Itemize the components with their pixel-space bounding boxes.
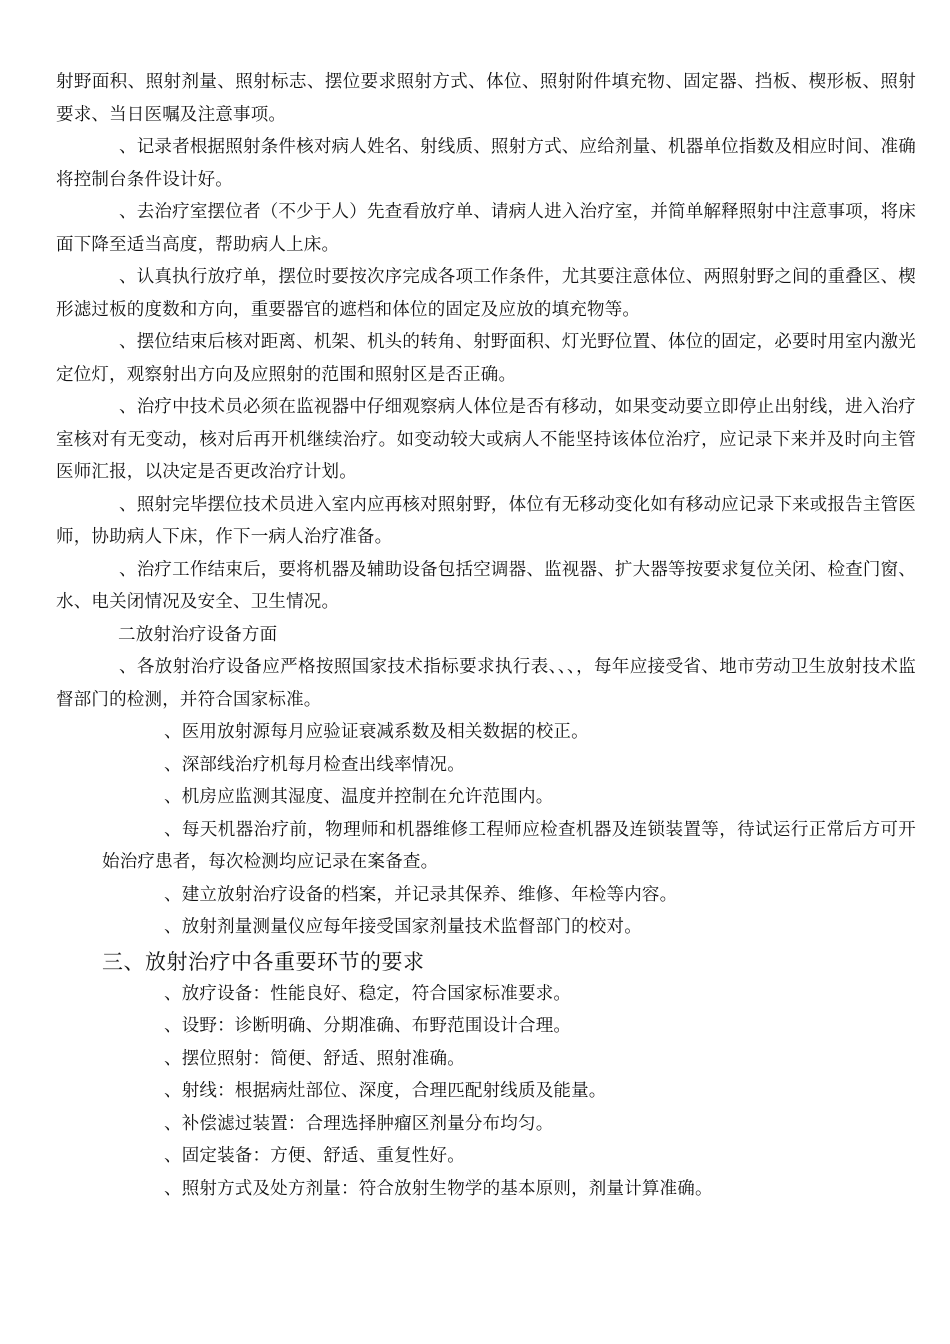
paragraph-monitor-patient: 、治疗中技术员必须在监视器中仔细观察病人体位是否有移动，如果变动要立即停止出射线，进入治疗室核对有无变动，核对后再开机继续治疗。如变动较大或病人不能坚持该体位治疗，应记录下来并及时向主管医师汇报，以决定是否更改治疗计划。 — [56, 397, 916, 482]
section2-item: 、建立放射治疗设备的档案，并记录其保养、维修、年检等内容。 — [164, 884, 678, 905]
section2-item: 、深部线治疗机每月检查出线率情况。 — [164, 754, 465, 775]
section2-item: 、每天机器治疗前，物理师和机器维修工程师应检查机器及连锁装置等，待试运行正常后方可开始治疗患者，每次检测均应记录在案备查。 — [102, 819, 916, 872]
section2-heading: 二放射治疗设备方面 — [118, 624, 278, 645]
section2-item: 、医用放射源每月应验证衰减系数及相关数据的校正。 — [164, 722, 589, 742]
section2-item: 、机房应监测其湿度、温度并控制在允许范围内。 — [164, 787, 554, 807]
section2-intro: 、各放射治疗设备应严格按照国家技术指标要求执行表、、、，每年应接受省、地市劳动卫生放射技术监督部门的检测，并符合国家标准。 — [56, 657, 916, 710]
paragraph-end-of-work: 、治疗工作结束后，要将机器及辅助设备包括空调器、监视器、扩大器等按要求复位关闭、检查门窗、水、电关闭情况及安全、卫生情况。 — [56, 559, 916, 612]
paragraph-record-check: 、记录者根据照射条件核对病人姓名、射线质、照射方式、应给剂量、机器单位指数及相应时间、准确将控制台条件设计好。 — [56, 137, 916, 190]
paragraph-positioning-entry: 、去治疗室摆位者（不少于人）先查看放疗单、请病人进入治疗室，并简单解释照射中注意事项，将床面下降至适当高度，帮助病人上床。 — [56, 202, 916, 255]
section3-item: 、设野：诊断明确、分期准确、布野范围设计合理。 — [164, 1016, 572, 1036]
section3-item: 、摆位照射：简便、舒适、照射准确。 — [164, 1048, 465, 1069]
paragraph-continuation: 射野面积、照射剂量、照射标志、摆位要求照射方式、体位、照射附件填充物、固定器、挡板、楔形板、照射要求、当日医嘱及注意事项。 — [56, 72, 916, 125]
section3-item: 、照射方式及处方剂量：符合放射生物学的基本原则，剂量计算准确。 — [164, 1178, 713, 1199]
section3-heading: 三、放射治疗中各重要环节的要求 — [102, 949, 425, 974]
section2-item: 、放射剂量测量仪应每年接受国家剂量技术监督部门的校对。 — [164, 917, 642, 937]
section3-item: 、固定装备：方便、舒适、重复性好。 — [164, 1146, 465, 1166]
paragraph-after-irradiation: 、照射完毕摆位技术员进入室内应再核对照射野，体位有无移动变化如有移动应记录下来或报告主管医师，协助病人下床，作下一病人治疗准备。 — [56, 494, 916, 547]
section3-item: 、射线：根据病灶部位、深度，合理匹配射线质及能量。 — [164, 1081, 607, 1101]
document-body — [56, 66, 916, 1205]
paragraph-verify-position: 、摆位结束后核对距离、机架、机头的转角、射野面积、灯光野位置、体位的固定，必要时用室内激光定位灯，观察射出方向及应照射的范围和照射区是否正确。 — [56, 332, 916, 385]
section3-item: 、放疗设备：性能良好、稳定，符合国家标准要求。 — [164, 983, 572, 1004]
paragraph-execute-order: 、认真执行放疗单，摆位时要按次序完成各项工作条件，尤其要注意体位、两照射野之间的重叠区、楔形滤过板的度数和方向，重要器官的遮档和体位的固定及应放的填充物等。 — [56, 267, 916, 320]
section3-item: 、补偿滤过装置：合理选择肿瘤区剂量分布均匀。 — [164, 1113, 554, 1134]
